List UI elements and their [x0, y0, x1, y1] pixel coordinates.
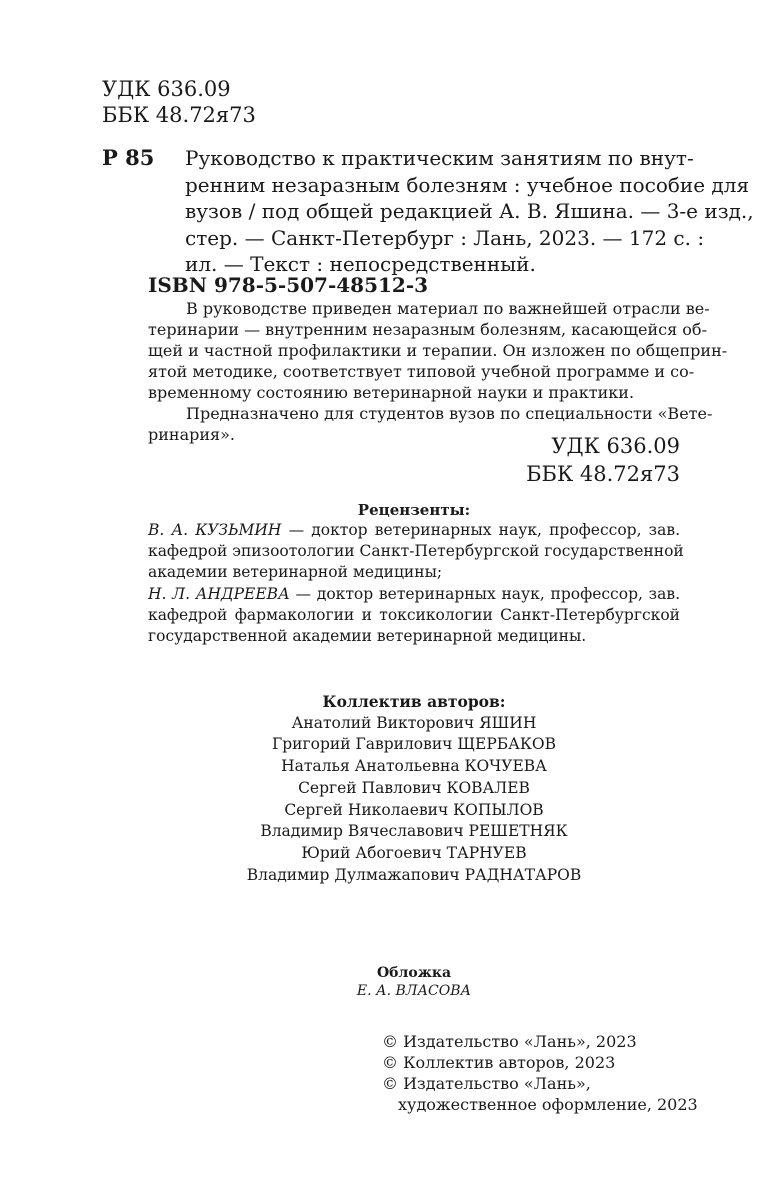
udk-top: УДК 636.09 [102, 77, 231, 101]
biblio-line: ренним незаразным болезням : учебное пособие для [185, 172, 750, 197]
abstract-line: Предназначено для студентов вузов по специальности «Вете- [186, 404, 713, 423]
biblio-line: ил. — Текст : непосредственный. [185, 252, 536, 276]
cover-heading: Обложка [376, 965, 452, 981]
copyright-line: © Издательство «Лань», [382, 1074, 591, 1093]
bibliographic-record [185, 145, 754, 278]
author-name: Сергей Павлович КОВАЛЕВ [298, 778, 530, 797]
copyright-line: © Коллектив авторов, 2023 [382, 1053, 616, 1072]
author-code: Р 85 [102, 145, 155, 170]
abstract-line: ринария». [148, 425, 235, 444]
author-name: Григорий Гаврилович ЩЕРБАКОВ [271, 735, 557, 754]
copyright-line: © Издательство «Лань», 2023 [382, 1032, 637, 1051]
udk-header-block [102, 76, 256, 128]
reviewer-2-name: Н. Л. АНДРЕЕВА [148, 584, 290, 603]
biblio-line: стер. — Санкт-Петербург : Лань, 2023. — 172 с. : [185, 225, 705, 250]
biblio-line: Руководство к практическим занятиям по внут- [185, 146, 694, 170]
biblio-line: вузов / под общей редакцией А. В. Яшина. — 3-е изд., [185, 199, 754, 223]
cover-designer: Е. А. ВЛАСОВА [356, 983, 472, 999]
abstract-line: теринарии — внутренним незаразным болезням, касающейся об- [148, 320, 707, 339]
abstract-line: временному состоянию ветеринарной науки и практики. [148, 383, 635, 402]
reviewer-2-title: — доктор ветеринарных наук, профессор, зав. [289, 584, 680, 603]
reviewer-2-line: кафедрой фармакологии и токсикологии Санкт-Петербургской [148, 605, 680, 624]
copyright-block [382, 1031, 698, 1115]
abstract-line: В руководстве приведен материал по важнейшей отрасли ве- [186, 299, 710, 318]
reviewer-2-line [148, 584, 680, 605]
reviewers [148, 520, 684, 647]
author-name: Юрий Абогоевич ТАРНУЕВ [301, 843, 527, 862]
authors-heading: Коллектив авторов: [322, 692, 506, 711]
isbn: ISBN 978-5-507-48512-3 [148, 273, 429, 297]
udk-right: УДК 636.09 [551, 434, 680, 458]
abstract [148, 298, 728, 445]
authors-collective [148, 691, 680, 886]
bbk-top: ББК 48.72я73 [102, 103, 256, 127]
author-name: Владимир Дулмажапович РАДНАТАРОВ [246, 865, 582, 884]
reviewer-1-line [148, 520, 680, 541]
copyright-line: художественное оформление, 2023 [398, 1095, 698, 1114]
abstract-line: щей и частной профилактики и терапии. Он изложен по общеприн- [148, 341, 728, 360]
reviewers-heading: Рецензенты: [357, 501, 471, 519]
author-name: Сергей Николаевич КОПЫЛОВ [284, 800, 544, 819]
author-name: Владимир Вячеславович РЕШЕТНЯК [260, 822, 568, 841]
udk-right-block [526, 432, 680, 488]
abstract-line: ятой методике, соответствует типовой учебной программе и со- [148, 362, 695, 381]
author-name: Анатолий Викторович ЯШИН [291, 713, 537, 732]
reviewer-1-line: кафедрой эпизоотологии Санкт-Петербургской государственной [148, 542, 684, 561]
reviewer-1-line: академии ветеринарной медицины; [148, 563, 443, 582]
reviewer-1-name: В. А. КУЗЬМИН [148, 521, 282, 539]
author-name: Наталья Анатольевна КОЧУЕВА [281, 757, 547, 776]
reviewer-1-title: — доктор ветеринарных наук, профессор, зав. [281, 521, 681, 539]
bbk-right: ББК 48.72я73 [526, 462, 680, 486]
reviewer-2-line: государственной академии ветеринарной медицины. [148, 627, 587, 646]
cover-credit [148, 964, 680, 1000]
